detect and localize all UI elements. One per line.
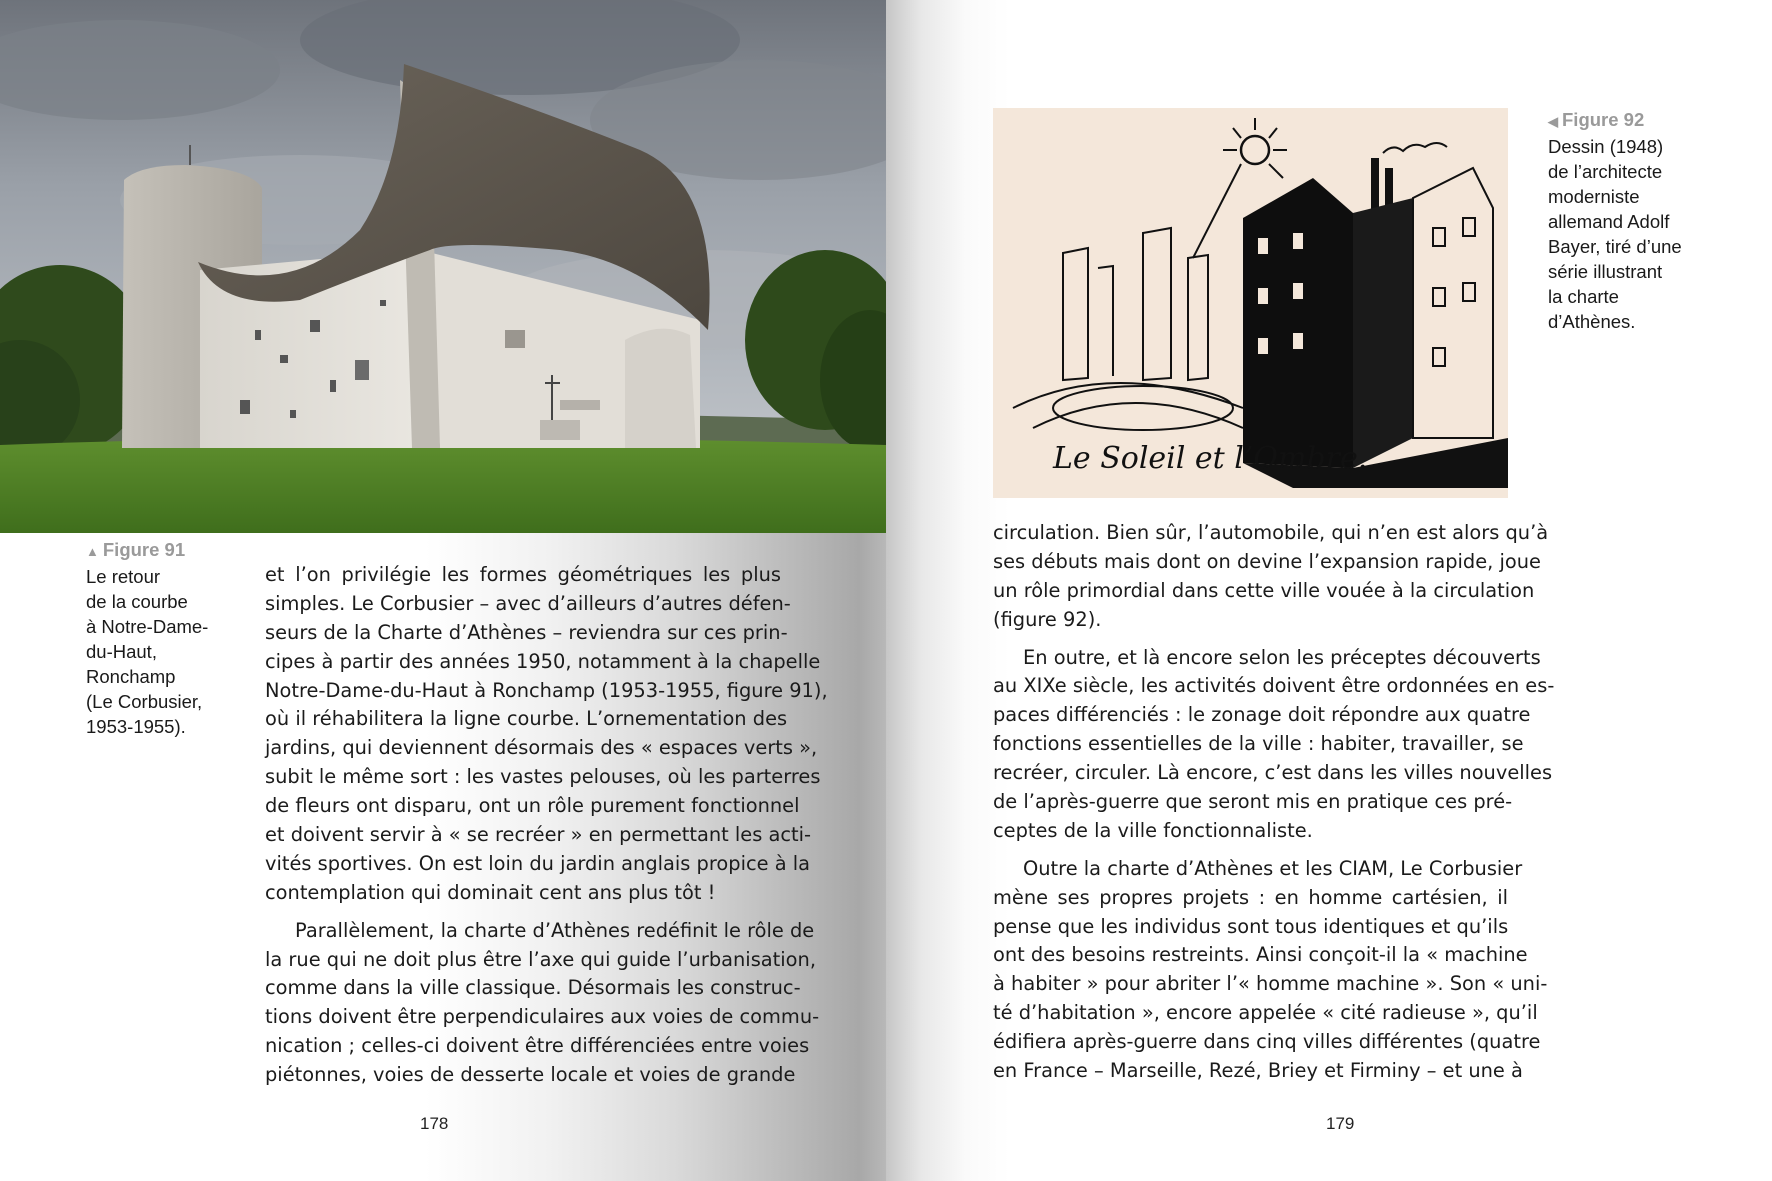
text-line: piétonnes, voies de desserte locale et voies de grande xyxy=(265,1063,796,1087)
figure-92-caption xyxy=(1548,107,1682,334)
right-body-text xyxy=(993,519,1555,1086)
text-line: Outre la charte d’Athènes et les CIAM, Le Corbusier xyxy=(1023,856,1523,880)
text-line: un rôle primordial dans cette ville vouée à la circulation xyxy=(993,578,1535,602)
text-line: comme dans la ville classique. Désormais les construc- xyxy=(265,976,801,1000)
text-line: vités sportives. On est loin du jardin anglais propice à la xyxy=(265,851,811,875)
text-line: de l’après-guerre que seront mis en pratique ces pré- xyxy=(993,790,1513,814)
text-line: subit le même sort : les vastes pelouses, où les parterres xyxy=(265,765,821,789)
caption-line: (Le Corbusier, xyxy=(86,691,203,712)
text-line: pense que les individus sont tous identiques et qu’ils xyxy=(993,914,1509,938)
text-line: au XIXe siècle, les activités doivent être ordonnées en es- xyxy=(993,674,1555,698)
text-line: circulation. Bien sûr, l’automobile, qui n’en est alors qu’à xyxy=(993,521,1549,544)
text-line: ceptes de la ville fonctionnaliste. xyxy=(993,818,1313,842)
text-line: la rue qui ne doit plus être l’axe qui guide l’urbanisation, xyxy=(265,947,816,971)
text-line: tions doivent être perpendiculaires aux voies de commu- xyxy=(265,1005,820,1029)
text-line: et l’on privilégie les formes géométriques les plus xyxy=(265,563,781,586)
caption-line: série illustrant xyxy=(1548,261,1663,282)
text-line: En outre, et là encore selon les préceptes découverts xyxy=(1023,645,1541,669)
figure-91-caption xyxy=(86,537,208,739)
caption-line: 1953-1955). xyxy=(86,716,186,737)
text-line: à habiter » pour abriter l’« homme machine ». Son « uni- xyxy=(993,972,1548,996)
text-line: mène ses propres projets : en homme cartésien, il xyxy=(993,885,1508,909)
caption-line: la charte xyxy=(1548,286,1619,307)
caption-line: à Notre-Dame- xyxy=(86,616,209,637)
page-number-right: 179 xyxy=(1326,1114,1355,1133)
text-line: et doivent servir à « se recréer » en permettant les acti- xyxy=(265,823,812,847)
right-page xyxy=(886,0,1772,1181)
text-line: cipes à partir des années 1950, notamment à la chapelle xyxy=(265,649,821,673)
caption-line: d’Athènes. xyxy=(1548,311,1636,332)
text-line: où il réhabilitera la ligne courbe. L’ornementation des xyxy=(265,707,788,731)
text-line: fonctions essentielles de la ville : habiter, travailler, se xyxy=(993,732,1524,756)
caption-line: Dessin (1948) xyxy=(1548,136,1664,157)
caption-line: de l’architecte xyxy=(1548,161,1663,182)
caption-line: du-Haut, xyxy=(86,641,157,662)
text-line: recréer, circuler. Là encore, c’est dans les villes nouvelles xyxy=(993,761,1553,785)
text-line: contemplation qui dominait cent ans plus tôt ! xyxy=(265,880,716,904)
triangle-up-icon: ▲ xyxy=(86,544,99,559)
text-line: paces différenciés : le zonage doit répondre aux quatre xyxy=(993,703,1531,727)
text-line: ont des besoins restreints. Ainsi conçoit-il la « machine xyxy=(993,943,1528,967)
caption-line: de la courbe xyxy=(86,591,188,612)
figure-91-label: ▲ Figure 91 xyxy=(86,539,186,560)
figure-92-drawing xyxy=(993,108,1508,498)
text-line: Parallèlement, la charte d’Athènes redéfinit le rôle de xyxy=(295,918,815,942)
text-line: édifiera après-guerre dans cinq villes différentes (quatre xyxy=(993,1030,1541,1054)
text-line: jardins, qui deviennent désormais des « espaces verts », xyxy=(265,736,818,760)
caption-line: allemand Adolf xyxy=(1548,211,1670,232)
triangle-left-icon: ◀ xyxy=(1548,114,1558,129)
left-body-text xyxy=(265,561,828,1090)
caption-line: moderniste xyxy=(1548,186,1640,207)
caption-line: Ronchamp xyxy=(86,666,176,687)
drawing-title: Le Soleil et l’Ombre... xyxy=(1053,441,1387,476)
chapel-photo xyxy=(0,0,886,533)
text-line: ses débuts mais dont on devine l’expansion rapide, joue xyxy=(993,549,1541,573)
text-line: nication ; celles-ci doivent être différenciées entre voies xyxy=(265,1034,810,1058)
text-line: seurs de la Charte d’Athènes – reviendra sur ces prin- xyxy=(265,620,788,644)
text-line: Notre-Dame-du-Haut à Ronchamp (1953-1955, figure 91), xyxy=(265,678,828,702)
text-line: (figure 92). xyxy=(993,607,1102,631)
caption-line: Le retour xyxy=(86,566,161,587)
text-line: en France – Marseille, Rezé, Briey et Firminy – et une à xyxy=(993,1059,1523,1083)
page-number-left: 178 xyxy=(420,1114,449,1133)
text-line: de fleurs ont disparu, ont un rôle purement fonctionnel xyxy=(265,794,800,818)
text-line: simples. Le Corbusier – avec d’ailleurs d’autres défen- xyxy=(265,591,791,615)
figure-92-label: ◀ Figure 92 xyxy=(1548,109,1645,130)
caption-line: Bayer, tiré d’une xyxy=(1548,236,1682,257)
text-line: té d’habitation », encore appelée « cité radieuse », qu’il xyxy=(993,1001,1538,1025)
